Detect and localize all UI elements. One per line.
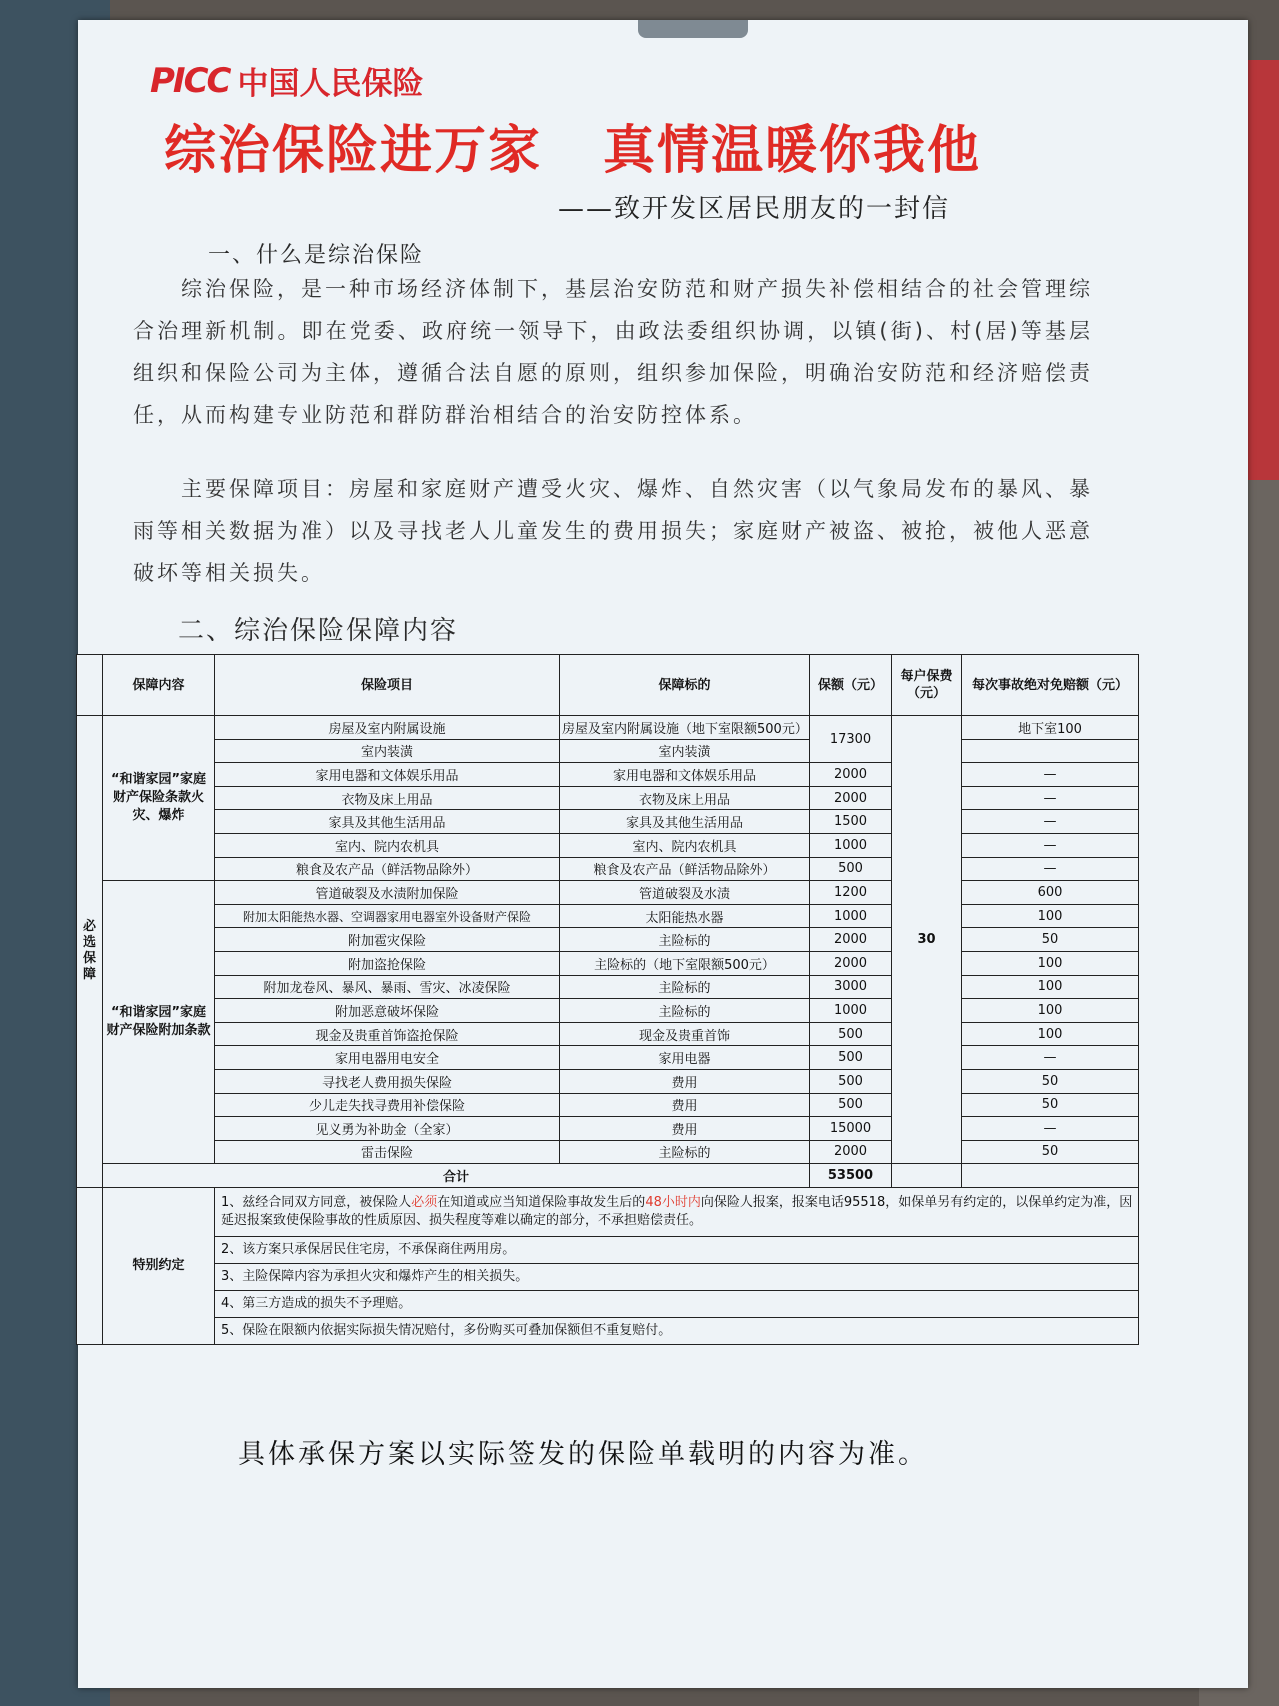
- cell-deductible: —: [962, 1117, 1139, 1141]
- cell-deductible: —: [962, 786, 1139, 810]
- cell-deductible: 100: [962, 975, 1139, 999]
- special-term-1-emphasis-48h: 48小时内: [645, 1194, 701, 1210]
- cell-subject: 主险标的（地下室限额500元）: [560, 951, 810, 975]
- cell-subject: 家具及其他生活用品: [560, 810, 810, 834]
- picc-logo-text: 中国人民保险: [237, 66, 424, 102]
- required-coverage-label: 必选保障: [77, 716, 103, 1188]
- cell-subject: 家用电器: [560, 1046, 810, 1070]
- special-term-1-emphasis-must: 必须: [411, 1194, 438, 1210]
- footer-note: 具体承保方案以实际签发的保险单载明的内容为准。: [238, 1439, 928, 1470]
- special-term-3: 3、主险保障内容为承担火灾和爆炸产生的相关损失。: [215, 1263, 1139, 1290]
- cell-subject: 室内装潢: [560, 739, 810, 763]
- total-deductible-empty: [962, 1164, 1139, 1188]
- table-row: [77, 951, 1139, 975]
- table-row: [77, 1069, 1139, 1093]
- special-terms-label: 特别约定: [103, 1187, 215, 1344]
- special-term-5: 5、保险在限额内依据实际损失情况赔付，多份购买可叠加保额但不重复赔付。: [215, 1317, 1139, 1344]
- table-row: [77, 833, 1139, 857]
- cell-deductible: [962, 739, 1139, 763]
- header-spacer: [77, 655, 103, 716]
- cell-deductible: 100: [962, 999, 1139, 1023]
- cell-deductible: 100: [962, 904, 1139, 928]
- picc-logo-mark: PICC: [150, 60, 230, 101]
- cell-deductible: 50: [962, 1140, 1139, 1164]
- cell-item: 家用电器和文体娱乐用品: [215, 763, 560, 787]
- cell-item: 附加雹灾保险: [215, 928, 560, 952]
- header-item: 保险项目: [215, 655, 560, 716]
- cell-item: 雷击保险: [215, 1140, 560, 1164]
- cell-amount: 2000: [810, 951, 892, 975]
- cell-amount: 1000: [810, 833, 892, 857]
- cell-deductible: —: [962, 857, 1139, 881]
- cell-deductible: 地下室100: [962, 716, 1139, 740]
- cell-subject: 太阳能热水器: [560, 904, 810, 928]
- cell-subject: 主险标的: [560, 999, 810, 1023]
- cell-subject: 房屋及室内附属设施（地下室限额500元）: [560, 716, 810, 740]
- special-terms-row: [77, 1236, 1139, 1263]
- table-row: [77, 1140, 1139, 1164]
- table-row: [77, 739, 1139, 763]
- special-terms-row: [77, 1290, 1139, 1317]
- header-subject: 保障标的: [560, 655, 810, 716]
- cell-deductible: —: [962, 1046, 1139, 1070]
- cell-premium: 30: [892, 716, 962, 1164]
- table-row: [77, 1046, 1139, 1070]
- table-header-row: [77, 655, 1139, 716]
- cell-item: 房屋及室内附属设施: [215, 716, 560, 740]
- cell-amount: 1500: [810, 810, 892, 834]
- cell-subject: 室内、院内农机具: [560, 833, 810, 857]
- cell-item: 寻找老人费用损失保险: [215, 1069, 560, 1093]
- table-row: [77, 881, 1139, 905]
- cell-subject: 管道破裂及水渍: [560, 881, 810, 905]
- section1-paragraph-2: 主要保障项目：房屋和家庭财产遭受火灾、爆炸、自然灾害（以气象局发布的暴风、暴雨等相关数据为准）以及寻找老人儿童发生的费用损失；家庭财产被盗、被抢，被他人恶意破坏等相关损失。: [133, 477, 1093, 585]
- special-terms-row: [77, 1263, 1139, 1290]
- cell-deductible: —: [962, 833, 1139, 857]
- cell-subject: 家用电器和文体娱乐用品: [560, 763, 810, 787]
- header-content: 保障内容: [103, 655, 215, 716]
- header-premium: 每户保费（元）: [892, 655, 962, 716]
- cell-amount: 1000: [810, 904, 892, 928]
- cell-subject: 主险标的: [560, 928, 810, 952]
- coverage-table: [76, 654, 1139, 1345]
- special-terms-row: [77, 1187, 1139, 1236]
- cell-item: 附加恶意破坏保险: [215, 999, 560, 1023]
- cell-item: 管道破裂及水渍附加保险: [215, 881, 560, 905]
- cell-amount: 1200: [810, 881, 892, 905]
- table-row: [77, 904, 1139, 928]
- cell-item: 室内、院内农机具: [215, 833, 560, 857]
- slogan-right: 真情温暖你我他: [603, 121, 982, 181]
- table-total-row: [77, 1164, 1139, 1188]
- cell-deductible: 600: [962, 881, 1139, 905]
- cell-amount: 1000: [810, 999, 892, 1023]
- section1-paragraph-1: 综治保险，是一种市场经济体制下，基层治安防范和财产损失补偿相结合的社会管理综合治理新机制。即在党委、政府统一领导下，由政法委组织协调，以镇(街)、村(居)等基层组织和保险公司为主体，遵循合法自愿的原则，组织参加保险，明确治安防范和经济赔偿责任，从而构建专业防范和群防群治相结合的治安防控体系。: [133, 277, 1093, 427]
- cell-amount: 2000: [810, 786, 892, 810]
- header-amount: 保额（元）: [810, 655, 892, 716]
- cell-amount: 2000: [810, 1140, 892, 1164]
- cell-deductible: 50: [962, 928, 1139, 952]
- cell-subject: 现金及贵重首饰: [560, 1022, 810, 1046]
- table-row: [77, 763, 1139, 787]
- cell-amount: 500: [810, 1093, 892, 1117]
- cell-item: 粮食及农产品（鲜活物品除外）: [215, 857, 560, 881]
- cell-subject: 主险标的: [560, 1140, 810, 1164]
- cell-item: 衣物及床上用品: [215, 786, 560, 810]
- section1-heading: 一、什么是综治保险: [208, 243, 425, 268]
- cell-item: 现金及贵重首饰盗抢保险: [215, 1022, 560, 1046]
- table-row: [77, 1117, 1139, 1141]
- special-terms-row: [77, 1317, 1139, 1344]
- cell-amount: 2000: [810, 928, 892, 952]
- table-row: [77, 716, 1139, 740]
- cell-amount: 2000: [810, 763, 892, 787]
- slogan-left: 综治保险进万家: [164, 121, 543, 181]
- cell-item: 附加太阳能热水器、空调器家用电器室外设备财产保险: [215, 904, 560, 928]
- binder-clip: [638, 20, 748, 38]
- cell-amount: 500: [810, 1046, 892, 1070]
- cell-subject: 费用: [560, 1117, 810, 1141]
- total-amount: 53500: [810, 1164, 892, 1188]
- table-row: [77, 810, 1139, 834]
- cell-amount: 500: [810, 1022, 892, 1046]
- special-term-4: 4、第三方造成的损失不予理赔。: [215, 1290, 1139, 1317]
- cell-subject: 粮食及农产品（鲜活物品除外）: [560, 857, 810, 881]
- table-row: [77, 857, 1139, 881]
- cell-amount: 15000: [810, 1117, 892, 1141]
- cell-item: 室内装潢: [215, 739, 560, 763]
- table-row: [77, 999, 1139, 1023]
- cell-deductible: 100: [962, 951, 1139, 975]
- cell-item: 附加盗抢保险: [215, 951, 560, 975]
- cell-subject: 费用: [560, 1069, 810, 1093]
- cell-deductible: —: [962, 810, 1139, 834]
- section2-heading: 二、综治保险保障内容: [178, 616, 459, 646]
- cell-item: 家具及其他生活用品: [215, 810, 560, 834]
- cell-subject: 费用: [560, 1093, 810, 1117]
- cell-amount: 3000: [810, 975, 892, 999]
- header-deductible: 每次事故绝对免赔额（元）: [962, 655, 1139, 716]
- table-row: [77, 928, 1139, 952]
- group-main-clause: “和谐家园”家庭财产保险条款火灾、爆炸: [103, 716, 215, 881]
- special-term-2: 2、该方案只承保居民住宅房，不承保商住两用房。: [215, 1236, 1139, 1263]
- cell-subject: 衣物及床上用品: [560, 786, 810, 810]
- table-row: [77, 786, 1139, 810]
- cell-subject: 主险标的: [560, 975, 810, 999]
- table-row: [77, 1093, 1139, 1117]
- cell-deductible: 50: [962, 1093, 1139, 1117]
- special-spacer: [77, 1187, 103, 1344]
- total-label: 合计: [103, 1164, 810, 1188]
- cell-item: 家用电器用电安全: [215, 1046, 560, 1070]
- cell-amount: 500: [810, 1069, 892, 1093]
- cell-amount: 500: [810, 857, 892, 881]
- special-term-1: 1、兹经合同双方同意，被保险人必须在知道或应当知道保险事故发生后的48小时内向保险人报案，报案电话95518，如保单另有约定的，以保单约定为准，因延迟报案致使保险事故的性质原因、损失程度等难以确定的部分，不承担赔偿责任。: [215, 1187, 1139, 1236]
- cell-amount: 17300: [810, 716, 892, 763]
- cell-deductible: —: [962, 763, 1139, 787]
- cell-deductible: 50: [962, 1069, 1139, 1093]
- insurance-letter-sheet: [78, 20, 1248, 1688]
- cell-item: 附加龙卷风、暴风、暴雨、雪灾、冰凌保险: [215, 975, 560, 999]
- cell-item: 少儿走失找寻费用补偿保险: [215, 1093, 560, 1117]
- total-premium-empty: [892, 1164, 962, 1188]
- table-row: [77, 975, 1139, 999]
- picc-logo: [150, 58, 423, 103]
- group-additional-clause: “和谐家园”家庭财产保险附加条款: [103, 881, 215, 1164]
- cell-item: 见义勇为补助金（全家）: [215, 1117, 560, 1141]
- table-row: [77, 1022, 1139, 1046]
- letter-subtitle: ——致开发区居民朋友的一封信: [558, 194, 951, 224]
- cell-deductible: 100: [962, 1022, 1139, 1046]
